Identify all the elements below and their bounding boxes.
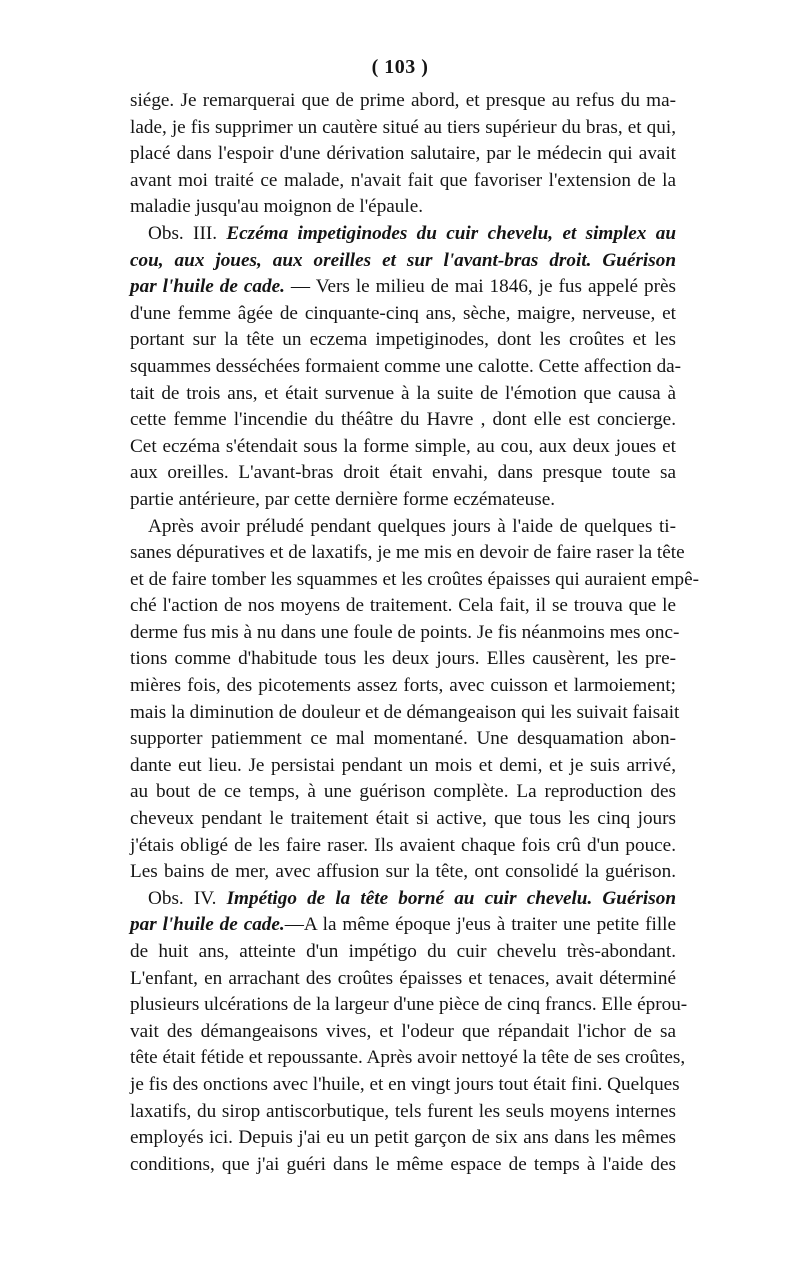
italic-heading-text: Impétigo de la tête borné au cuir chevelu. Guérison [226, 887, 676, 909]
page-body-text [130, 88, 700, 1178]
text-line: siége. Je remarquerai que de prime abord, et presque au refus du ma- [130, 90, 676, 111]
text-line: avant moi traité ce malade, n'avait fait que favoriser l'extension de la [130, 169, 676, 191]
text-line: sanes dépuratives et de laxatifs, je me mis en devoir de faire raser la tête [130, 542, 685, 564]
text-line [130, 886, 676, 913]
italic-heading-text: cou, aux joues, aux oreilles et sur l'avant-bras droit. Guérison [130, 249, 676, 271]
text-line: derme fus mis à nu dans une foule de points. Je fis néanmoins mes onc- [130, 621, 680, 643]
text-line: Cet eczéma s'étendait sous la forme simple, au cou, aux deux joues et [130, 435, 676, 457]
text-line: employés ici. Depuis j'ai eu un petit garçon de six ans dans les mêmes [130, 1127, 676, 1149]
text-line: dante eut lieu. Je persistai pendant un mois et demi, et je suis arrivé, [130, 754, 676, 776]
text-line: plusieurs ulcérations de la largeur d'une pièce de cinq francs. Elle éprou- [130, 994, 688, 1016]
italic-heading-text: Eczéma impetiginodes du cuir chevelu, et simplex au [226, 222, 676, 244]
text-line: vait des démangeaisons vives, et l'odeur que répandait l'ichor de sa [130, 1020, 676, 1042]
text-line: lade, je fis supprimer un cautère situé au tiers supérieur du bras, et qui, [130, 116, 676, 138]
text-line: squammes desséchées formaient comme une calotte. Cette affection da- [130, 355, 682, 377]
text-line: tait de trois ans, et était survenue à la suite de l'émotion que causa à [130, 382, 676, 404]
text-line: j'étais obligé de les faire raser. Ils avaient chaque fois crû d'un pouce. [130, 834, 676, 856]
text-line: d'une femme âgée de cinquante-cinq ans, sèche, maigre, nerveuse, et [130, 302, 676, 324]
text-line [130, 912, 676, 939]
text-line: mières fois, des picotements assez forts, avec cuisson et larmoiement; [130, 675, 676, 697]
text-line: supporter patiemment ce mal momentané. Une desquamation abon- [130, 728, 676, 750]
text-line: laxatifs, du sirop antiscorbutique, tels furent les seuls moyens internes [130, 1100, 676, 1122]
text-segment: Obs. III. [148, 222, 227, 244]
text-line: partie antérieure, par cette dernière forme eczémateuse. [130, 488, 556, 510]
text-line: cheveux pendant le traitement était si active, que tous les cinq jours [130, 808, 676, 830]
text-segment: Obs. IV. [148, 887, 227, 909]
text-line: placé dans l'espoir d'une dérivation salutaire, par le médecin qui avait [130, 143, 676, 165]
text-line [130, 274, 676, 301]
text-line: portant sur la tête un eczema impetiginodes, dont les croûtes et les [130, 329, 676, 351]
text-line: cette femme l'incendie du théâtre du Havre , dont elle est concierge. [130, 409, 676, 431]
text-line: aux oreilles. L'avant-bras droit était envahi, dans presque toute sa [130, 462, 676, 484]
text-line: Les bains de mer, avec affusion sur la tête, ont consolidé la guérison. [130, 861, 676, 883]
text-line: tête était fétide et repoussante. Après avoir nettoyé la tête de ses croûtes, [130, 1047, 686, 1069]
text-line: conditions, que j'ai guéri dans le même espace de temps à l'aide des [130, 1153, 676, 1175]
text-segment: — Vers le milieu de mai 1846, je fus appelé près [284, 276, 677, 298]
text-line: ché l'action de nos moyens de traitement. Cela fait, il se trouva que le [130, 595, 676, 617]
italic-heading-text: par l'huile de cade. [130, 914, 285, 936]
text-segment: —A la même époque j'eus à traiter une petite fille [284, 914, 676, 936]
text-line: de huit ans, atteinte d'un impétigo du cuir chevelu très-abondant. [130, 941, 676, 962]
text-line: tions comme d'habitude tous les deux jours. Elles causèrent, les pre- [130, 648, 676, 670]
text-line: mais la diminution de douleur et de démangeaison qui les suivait faisait [130, 701, 680, 723]
text-line: maladie jusqu'au moignon de l'épaule. [130, 196, 424, 218]
text-line [130, 248, 676, 275]
page-number: ( 103 ) [371, 56, 429, 78]
text-line: Après avoir préludé pendant quelques jours à l'aide de quelques ti- [148, 515, 676, 537]
text-line: au bout de ce temps, à une guérison complète. La reproduction des [130, 781, 676, 803]
italic-heading-text: par l'huile de cade. [130, 276, 285, 298]
text-line: je fis des onctions avec l'huile, et en vingt jours tout était fini. Quelques [130, 1073, 680, 1095]
text-line: et de faire tomber les squammes et les croûtes épaisses qui auraient empê- [130, 568, 700, 590]
text-line [130, 221, 676, 248]
text-line: L'enfant, en arrachant des croûtes épaisses et tenaces, avait déterminé [130, 967, 676, 989]
